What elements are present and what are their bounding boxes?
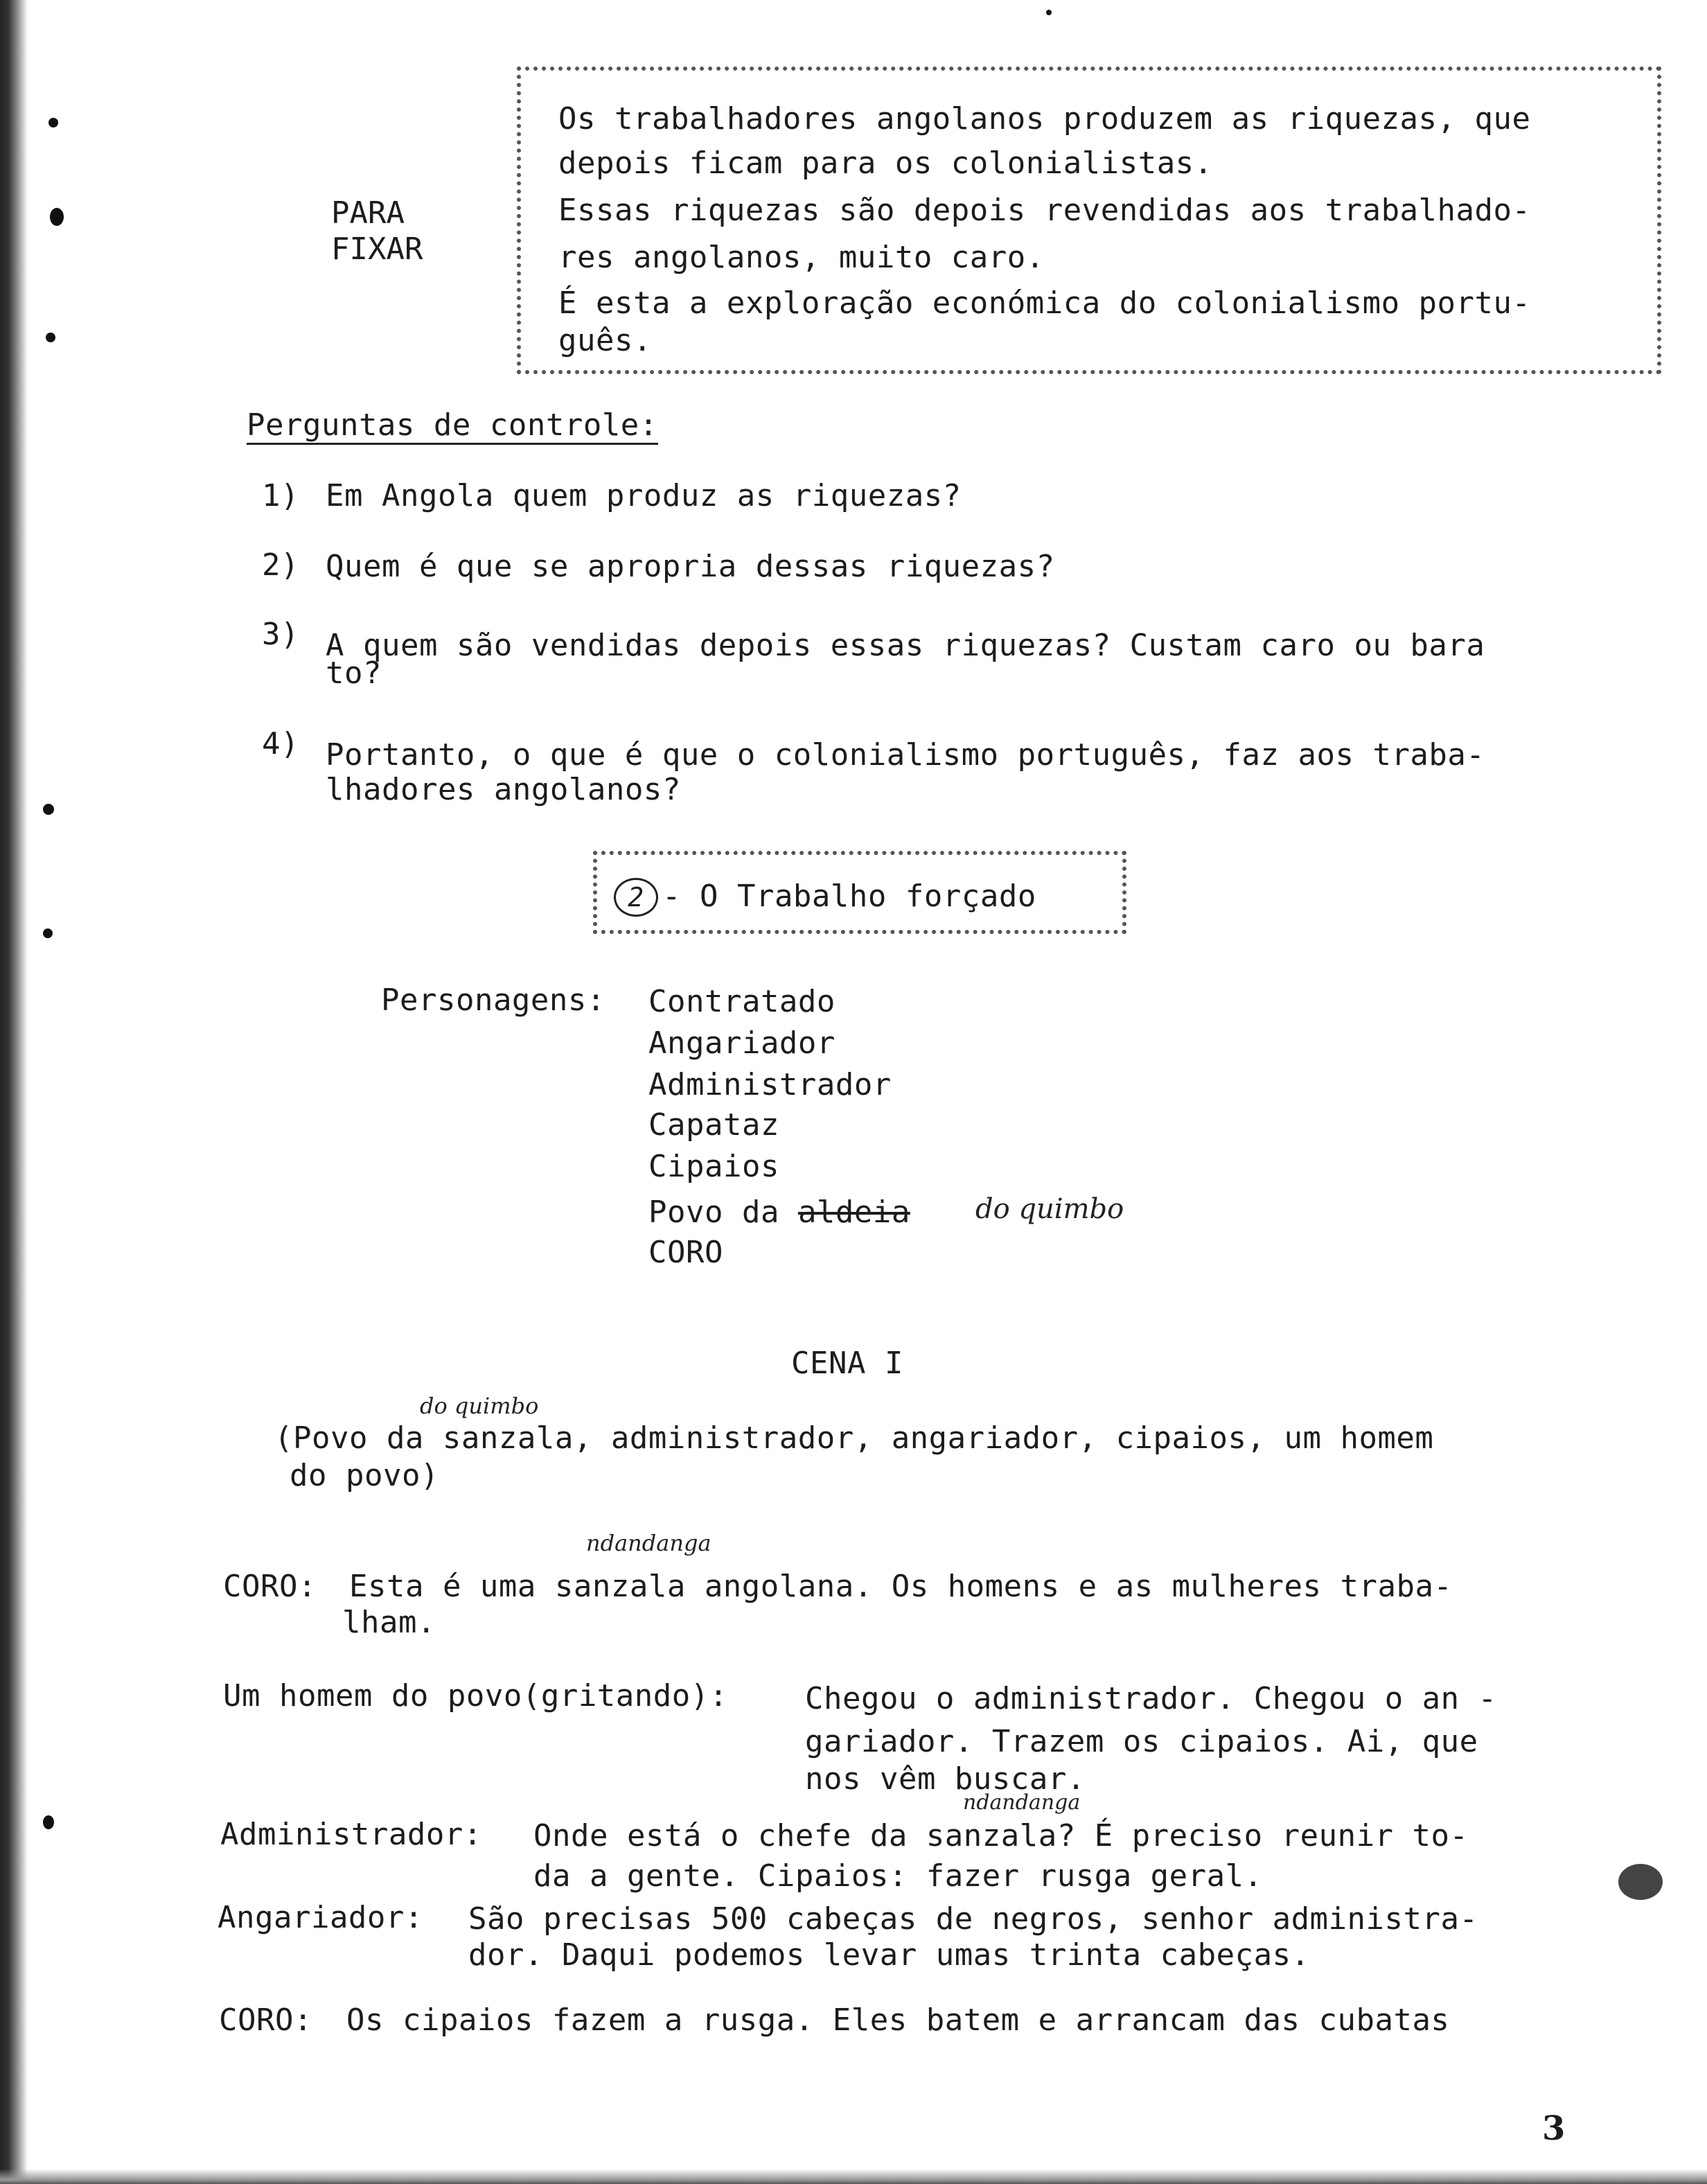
para-fixar-label — [331, 195, 423, 267]
dialogue-3-line-1: Onde está o chefe da sanzala? É preciso reunir to- — [533, 1818, 1469, 1853]
scan-speck — [48, 118, 58, 127]
fixar-line-4: res angolanos, muito caro. — [558, 240, 1045, 275]
dialogue-3-speaker: Administrador: — [220, 1817, 482, 1852]
character-contratado: Contratado — [648, 984, 835, 1019]
fixar-line-2: depois ficam para os colonialistas. — [558, 146, 1213, 181]
question-4-line-2: lhadores angolanos? — [326, 772, 681, 807]
scan-speck — [43, 928, 53, 938]
dialogue-2-speaker: Um homem do povo(gritando): — [223, 1678, 728, 1714]
character-capataz: Capataz — [648, 1107, 779, 1143]
question-2-text: Quem é que se apropria dessas riquezas? — [326, 549, 1055, 584]
questions-heading-text: Perguntas de controle: — [247, 407, 658, 445]
page-number: 3 — [1542, 2109, 1566, 2148]
question-3-line-2: to? — [326, 655, 382, 691]
scan-smudge — [1618, 1864, 1663, 1900]
fixar-line-5: É esta a exploração económica do colonialismo portu- — [558, 285, 1531, 321]
character-povo — [648, 1193, 910, 1232]
question-2-number: 2) — [262, 547, 299, 583]
question-1-number: 1) — [262, 478, 299, 513]
section-number: 2 — [614, 878, 658, 917]
fixar-line-1: Os trabalhadores angolanos produzem as riquezas, que — [558, 101, 1531, 136]
dialogue-3-line-2: da a gente. Cipaios: fazer rusga geral. — [533, 1858, 1263, 1894]
dialogue-2-line-1: Chegou o administrador. Chegou o an - — [805, 1681, 1497, 1716]
question-3-number: 3) — [262, 617, 299, 652]
povo-handwritten-correction: do quimbo — [975, 1193, 1124, 1225]
questions-heading — [247, 406, 658, 445]
administrador-handwritten-note: ndandanga — [963, 1790, 1081, 1815]
povo-prefix: Povo da — [648, 1195, 779, 1230]
dialogue-5-line-1: Os cipaios fazem a rusga. Eles batem e arrancam das cubatas — [346, 2002, 1450, 2038]
fixar-label: FIXAR — [331, 231, 423, 267]
dialogue-2-line-2: gariador. Trazem os cipaios. Ai, que — [805, 1724, 1478, 1759]
stage-handwritten-note: do quimbo — [420, 1393, 539, 1419]
dialogue-5-speaker: CORO: — [219, 2002, 312, 2038]
dialogue-4-speaker: Angariador: — [218, 1900, 423, 1935]
scene-title: CENA I — [791, 1346, 903, 1381]
section-title-text: - O Trabalho forçado — [662, 879, 1036, 914]
character-cipaios: Cipaios — [648, 1149, 779, 1184]
question-1-text: Em Angola quem produz as riquezas? — [326, 478, 962, 513]
scan-speck — [50, 208, 64, 226]
fixar-line-6: guês. — [558, 323, 652, 358]
stage-direction-line-2: do povo) — [290, 1458, 439, 1493]
scan-speck — [43, 804, 54, 815]
dialogue-1-line-1: Esta é uma sanzala angolana. Os homens e as mulheres traba- — [349, 1569, 1453, 1604]
character-angariador: Angariador — [648, 1025, 835, 1061]
scan-speck — [43, 1815, 54, 1829]
scan-bottom-edge — [0, 2169, 1707, 2184]
dialogue-4-line-2: dor. Daqui podemos levar umas trinta cabeças. — [468, 1937, 1310, 1973]
question-3-line-1: A quem são vendidas depois essas riquezas? Custam caro ou bara — [326, 628, 1485, 663]
dialogue-4-line-1: São precisas 500 cabeças de negros, senhor administra- — [468, 1901, 1478, 1937]
coro-handwritten-note: ndandanga — [586, 1530, 711, 1556]
question-4-line-1: Portanto, o que é que o colonialismo português, faz aos traba- — [326, 737, 1485, 773]
character-coro: CORO — [648, 1235, 723, 1270]
stage-direction-part-a: (Povo da — [274, 1420, 424, 1456]
section-title — [614, 877, 1036, 917]
characters-label: Personagens: — [381, 983, 605, 1018]
stage-direction-line-1 — [274, 1419, 1433, 1458]
scan-left-edge — [0, 0, 28, 2184]
fixar-line-3: Essas riquezas são depois revendidas aos trabalhado- — [558, 193, 1531, 228]
character-administrador: Administrador — [648, 1067, 892, 1102]
povo-struck-word: aldeia — [797, 1195, 910, 1230]
scan-speck — [46, 333, 55, 342]
dialogue-1-speaker: CORO: — [223, 1569, 317, 1604]
para-label: PARA — [331, 195, 405, 231]
stage-direction-part-b: sanzala, administrador, angariador, cipaios, um homem — [442, 1420, 1434, 1456]
scan-speck — [1046, 10, 1052, 15]
dialogue-1-line-2: lham. — [342, 1605, 436, 1640]
question-4-number: 4) — [262, 726, 299, 761]
dialogue-2-line-3: nos vêm buscar. — [805, 1761, 1086, 1797]
